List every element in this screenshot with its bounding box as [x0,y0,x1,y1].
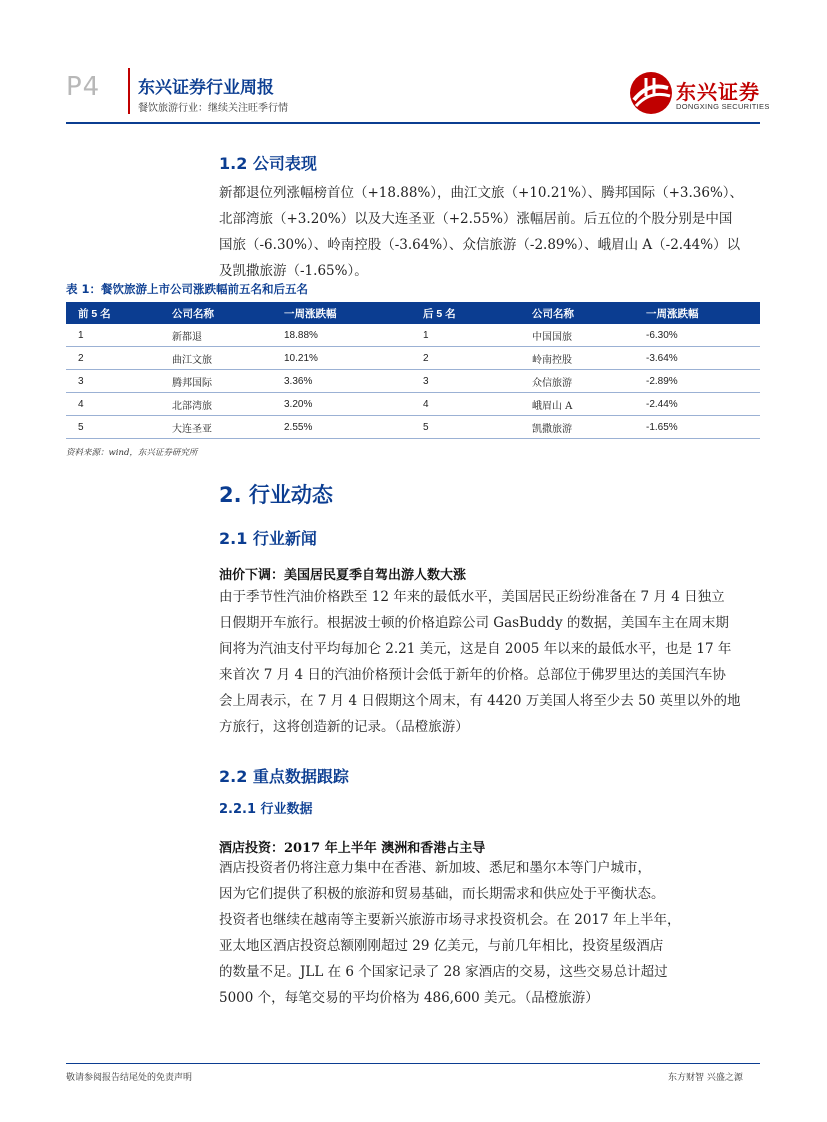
paragraph-line: 投资者也继续在越南等主要新兴旅游市场寻求投资机会。在 2017 年上半年， [219,912,681,928]
paragraph-line: 及凯撒旅游（-1.65%）。 [219,263,368,279]
company-name: 众信旅游 [520,370,634,393]
section-1-2-paragraph [219,180,764,284]
paragraph-line: 亚太地区酒店投资总额刚刚超过 29 亿美元，与前几年相比，投资星级酒店 [219,938,664,954]
section-heading-2-1: 2.1 行业新闻 [219,529,317,548]
table-row [66,347,760,370]
paragraph-line: 间将为汽油支付平均每加仑 2.21 美元，这是自 2005 年以来的最低水平，也是 17 年 [219,641,732,657]
header-change: 一周涨跌幅 [272,302,411,324]
weekly-change: -1.65% [634,416,760,439]
weekly-change: 3.36% [272,370,411,393]
performance-table [66,302,760,439]
company-name: 新都退 [160,324,272,347]
news-title: 油价下调：美国居民夏季自驾出游人数大涨 [219,568,467,583]
weekly-change: -6.30% [634,324,760,347]
logo-text: 东兴证券 [676,80,760,104]
paragraph-line: 北部湾旅（+3.20%）以及大连圣亚（+2.55%）涨幅居前。后五位的个股分别是中国 [219,211,733,227]
weekly-change: -3.64% [634,347,760,370]
news-paragraph [219,584,764,740]
table-row [66,324,760,347]
header-bottom5: 后 5 名 [411,302,520,324]
company-name: 凯撒旅游 [520,416,634,439]
weekly-change: -2.44% [634,393,760,416]
paragraph-line: 因为它们提供了积极的旅游和贸易基础，而长期需求和供应处于平衡状态。 [219,886,665,902]
rank: 1 [411,324,520,347]
weekly-change: 2.55% [272,416,411,439]
report-title: 东兴证券行业周报 [138,78,274,98]
logo-english-text: DONGXING SECURITIES [676,102,770,111]
company-name: 腾邦国际 [160,370,272,393]
weekly-change: 18.88% [272,324,411,347]
company-name: 北部湾旅 [160,393,272,416]
weekly-change: 10.21% [272,347,411,370]
footer-disclaimer: 敬请参阅报告结尾处的免责声明 [66,1073,193,1083]
hotel-paragraph [219,855,769,1011]
paragraph-line: 国旅（-6.30%）、岭南控股（-3.64%）、众信旅游（-2.89%）、峨眉山 A（-2.44%）以 [219,237,741,253]
table-source-note: 资料来源：wind，东兴证券研究所 [66,448,198,458]
paragraph-line: 5000 个，每笔交易的平均价格为 486,600 美元。（品橙旅游） [219,990,599,1006]
rank: 1 [66,324,160,347]
paragraph-line: 新都退位列涨幅榜首位（+18.88%），曲江文旅（+10.21%）、腾邦国际（+3.36%）、 [219,185,744,201]
company-name: 峨眉山 A [520,393,634,416]
header-rule [66,122,760,124]
paragraph-line: 日假期开车旅行。根据波士顿的价格追踪公司 GasBuddy 的数据，美国车主在周末期 [219,615,729,631]
rank: 4 [411,393,520,416]
paragraph-line: 来首次 7 月 4 日的汽油价格预计会低于新年的价格。总部位于佛罗里达的美国汽车协 [219,667,726,683]
header-company: 公司名称 [520,302,634,324]
rank: 5 [411,416,520,439]
company-name: 曲江文旅 [160,347,272,370]
paragraph-line: 会上周表示，在 7 月 4 日假期这个周末，有 4420 万美国人将至少去 50 英里以外的地 [219,693,741,709]
table-row [66,416,760,439]
paragraph-line: 由于季节性汽油价格跌至 12 年来的最低水平，美国居民正纷纷准备在 7 月 4 日独立 [219,589,725,605]
page-number: P4 [66,72,101,102]
table-caption: 表 1：餐饮旅游上市公司涨跌幅前五名和后五名 [66,282,309,296]
table-header-row [66,302,760,324]
report-subtitle: 餐饮旅游行业：继续关注旺季行情 [138,103,288,114]
header-top5: 前 5 名 [66,302,160,324]
rank: 4 [66,393,160,416]
paragraph-line: 的数量不足。JLL 在 6 个国家记录了 28 家酒店的交易，这些交易总计超过 [219,964,668,980]
section-heading-2-2-1: 2.2.1 行业数据 [219,802,313,817]
section-heading-2-2: 2.2 重点数据跟踪 [219,767,349,786]
rank: 3 [411,370,520,393]
section-heading-2: 2. 行业动态 [219,483,333,507]
header-company: 公司名称 [160,302,272,324]
rank: 3 [66,370,160,393]
company-name: 中国国旅 [520,324,634,347]
company-name: 岭南控股 [520,347,634,370]
header-divider [128,68,130,114]
rank: 2 [66,347,160,370]
rank: 2 [411,347,520,370]
footer-slogan: 东方财智 兴盛之源 [668,1073,743,1083]
paragraph-line: 酒店投资者仍将注意力集中在香港、新加坡、悉尼和墨尔本等门户城市， [219,860,651,876]
section-heading-1-2: 1.2 公司表现 [219,154,317,173]
rank: 5 [66,416,160,439]
company-name: 大连圣亚 [160,416,272,439]
table-row [66,370,760,393]
paragraph-line: 方旅行，这将创造新的记录。（品橙旅游） [219,719,469,735]
footer-rule [66,1063,760,1064]
hotel-title: 酒店投资：2017 年上半年 澳洲和香港占主导 [219,841,486,856]
table-row [66,393,760,416]
header-change: 一周涨跌幅 [634,302,760,324]
weekly-change: 3.20% [272,393,411,416]
dongxing-logo-icon [628,70,674,116]
weekly-change: -2.89% [634,370,760,393]
